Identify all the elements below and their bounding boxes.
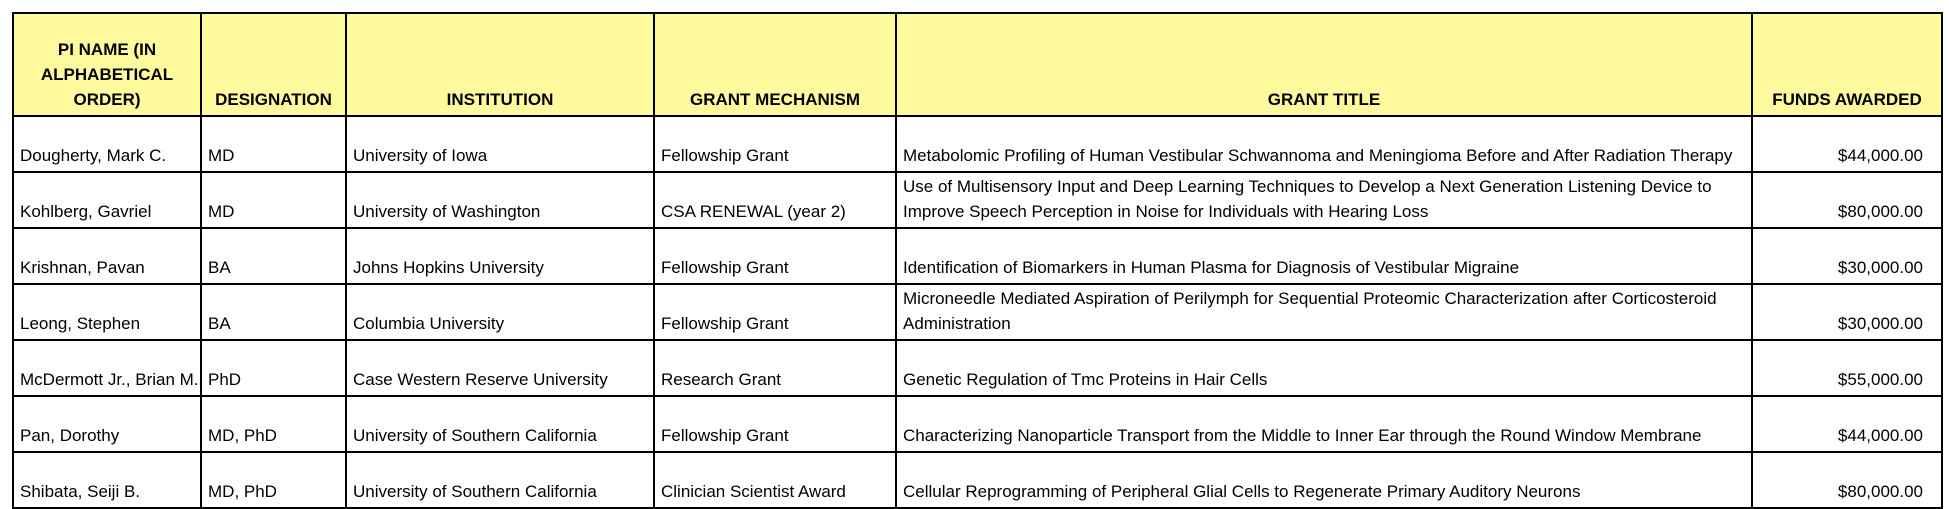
cell-pi-name: Dougherty, Mark C. <box>13 116 201 172</box>
cell-grant-title: Genetic Regulation of Tmc Proteins in Hair Cells <box>896 340 1752 396</box>
header-designation: DESIGNATION <box>201 13 346 116</box>
cell-funds-awarded: $80,000.00 <box>1752 172 1942 228</box>
cell-grant-mechanism: Clinician Scientist Award <box>654 452 896 508</box>
cell-pi-name: Leong, Stephen <box>13 284 201 340</box>
cell-institution: University of Southern California <box>346 452 654 508</box>
cell-pi-name: Pan, Dorothy <box>13 396 201 452</box>
table-row <box>13 116 1942 172</box>
cell-designation: MD <box>201 172 346 228</box>
grants-table <box>12 12 1943 509</box>
cell-pi-name: McDermott Jr., Brian M. <box>13 340 201 396</box>
cell-funds-awarded: $55,000.00 <box>1752 340 1942 396</box>
cell-grant-title: Cellular Reprogramming of Peripheral Glial Cells to Regenerate Primary Auditory Neurons <box>896 452 1752 508</box>
cell-designation: MD, PhD <box>201 452 346 508</box>
cell-grant-mechanism: Fellowship Grant <box>654 228 896 284</box>
cell-pi-name: Kohlberg, Gavriel <box>13 172 201 228</box>
cell-institution: University of Iowa <box>346 116 654 172</box>
cell-funds-awarded: $30,000.00 <box>1752 228 1942 284</box>
cell-grant-title: Use of Multisensory Input and Deep Learning Techniques to Develop a Next Generation Listening Device to Improve Speech Perception in Noise for Individuals with Hearing Loss <box>896 172 1752 228</box>
cell-institution: Case Western Reserve University <box>346 340 654 396</box>
cell-pi-name: Krishnan, Pavan <box>13 228 201 284</box>
cell-funds-awarded: $44,000.00 <box>1752 116 1942 172</box>
cell-designation: PhD <box>201 340 346 396</box>
table-row <box>13 284 1942 340</box>
cell-grant-title: Microneedle Mediated Aspiration of Perilymph for Sequential Proteomic Characterization after Corticosteroid Administration <box>896 284 1752 340</box>
cell-funds-awarded: $80,000.00 <box>1752 452 1942 508</box>
header-institution: INSTITUTION <box>346 13 654 116</box>
cell-grant-title: Metabolomic Profiling of Human Vestibular Schwannoma and Meningioma Before and After Radiation Therapy <box>896 116 1752 172</box>
table-row <box>13 340 1942 396</box>
cell-institution: University of Southern California <box>346 396 654 452</box>
cell-funds-awarded: $44,000.00 <box>1752 396 1942 452</box>
cell-institution: University of Washington <box>346 172 654 228</box>
table-row <box>13 228 1942 284</box>
cell-funds-awarded: $30,000.00 <box>1752 284 1942 340</box>
cell-designation: BA <box>201 284 346 340</box>
table-row <box>13 396 1942 452</box>
header-grant-mechanism: GRANT MECHANISM <box>654 13 896 116</box>
cell-designation: MD <box>201 116 346 172</box>
cell-institution: Johns Hopkins University <box>346 228 654 284</box>
cell-grant-title: Characterizing Nanoparticle Transport from the Middle to Inner Ear through the Round Window Membrane <box>896 396 1752 452</box>
cell-grant-mechanism: Fellowship Grant <box>654 116 896 172</box>
cell-grant-mechanism: Fellowship Grant <box>654 396 896 452</box>
table-row <box>13 172 1942 228</box>
grants-sheet <box>12 12 1943 509</box>
cell-institution: Columbia University <box>346 284 654 340</box>
cell-grant-mechanism: Research Grant <box>654 340 896 396</box>
table-row <box>13 452 1942 508</box>
header-funds-awarded: FUNDS AWARDED <box>1752 13 1942 116</box>
header-grant-title: GRANT TITLE <box>896 13 1752 116</box>
cell-designation: BA <box>201 228 346 284</box>
cell-pi-name: Shibata, Seiji B. <box>13 452 201 508</box>
header-pi-name: PI NAME (IN ALPHABETICAL ORDER) <box>13 13 201 116</box>
header-row <box>13 13 1942 116</box>
cell-grant-title: Identification of Biomarkers in Human Plasma for Diagnosis of Vestibular Migraine <box>896 228 1752 284</box>
cell-grant-mechanism: CSA RENEWAL (year 2) <box>654 172 896 228</box>
cell-grant-mechanism: Fellowship Grant <box>654 284 896 340</box>
cell-designation: MD, PhD <box>201 396 346 452</box>
